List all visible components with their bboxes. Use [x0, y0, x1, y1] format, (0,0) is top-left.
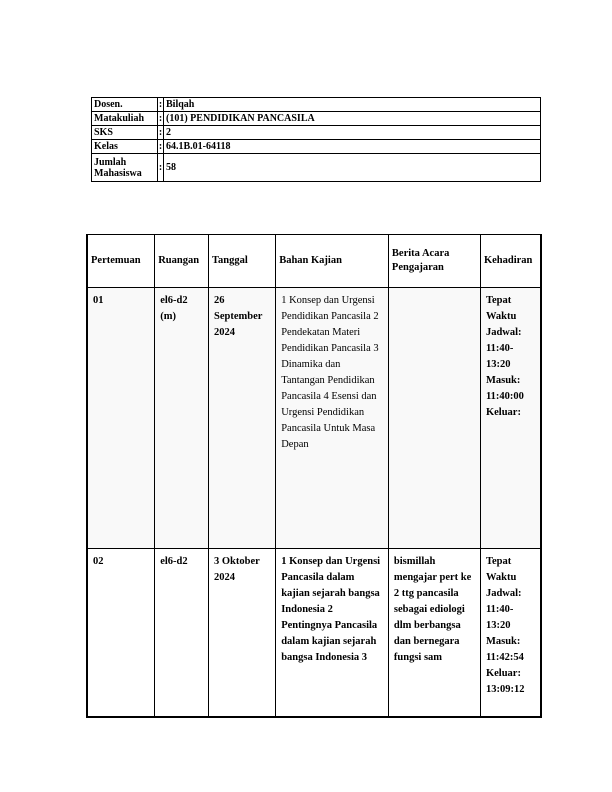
- cell-berita-acara: [388, 288, 480, 549]
- cell-kehadiran: Tepat Waktu Jadwal: 11:40-13:20 Masuk: 11:42:54 Keluar: 13:09:12: [480, 549, 541, 718]
- info-row-matakuliah: [92, 112, 541, 126]
- table-header-row: [88, 235, 542, 288]
- cell-ruangan: el6-d2 (m): [155, 288, 209, 549]
- course-info-table: [91, 97, 541, 182]
- info-row-dosen: [92, 98, 541, 112]
- info-separator: :: [158, 99, 163, 110]
- header-ruangan: Ruangan: [155, 235, 209, 288]
- table-row: [88, 549, 542, 718]
- header-bahan-kajian: Bahan Kajian: [276, 235, 389, 288]
- table-border-right: [540, 234, 542, 718]
- cell-kehadiran: Tepat Waktu Jadwal: 11:40-13:20 Masuk: 11:40:00 Keluar:: [480, 288, 541, 549]
- info-value: (101) PENDIDIKAN PANCASILA: [164, 112, 541, 126]
- cell-bahan-kajian: 1 Konsep dan Urgensi Pancasila dalam kajian sejarah bangsa Indonesia 2 Pentingnya Pancasila dalam kajian sejarah bangsa Indonesia 3: [276, 549, 389, 718]
- info-label: SKS: [92, 126, 158, 140]
- table-row: [88, 288, 542, 549]
- cell-pertemuan: 01: [88, 288, 155, 549]
- info-row-sks: [92, 126, 541, 140]
- cell-pertemuan: 02: [88, 549, 155, 718]
- cell-bahan-kajian: 1 Konsep dan Urgensi Pendidikan Pancasila 2 Pendekatan Materi Pendidikan Pancasila 3 Dinamika dan Tantangan Pendidikan Pancasila 4 Esensi dan Urgensi Pendidikan Pancasila Untuk Masa Depan: [276, 288, 389, 549]
- info-label: Kelas: [92, 140, 158, 154]
- info-value: 2: [164, 126, 541, 140]
- cell-berita-acara: bismillah mengajar pert ke 2 ttg pancasila sebagai ediologi dlm berbangsa dan bernegara fungsi sam: [388, 549, 480, 718]
- info-value: 58: [164, 154, 541, 182]
- info-separator: :: [158, 113, 163, 124]
- attendance-table: [87, 234, 542, 718]
- cell-ruangan: el6-d2: [155, 549, 209, 718]
- header-kehadiran: Kehadiran: [480, 235, 541, 288]
- header-tanggal: Tanggal: [208, 235, 275, 288]
- cell-tanggal: 26 September 2024: [208, 288, 275, 549]
- info-value: 64.1B.01-64118: [164, 140, 541, 154]
- info-label: Dosen.: [92, 98, 158, 112]
- header-berita-acara: Berita Acara Pengajaran: [388, 235, 480, 288]
- info-label: Matakuliah: [92, 112, 158, 126]
- info-row-jumlah-mahasiswa: [92, 154, 541, 182]
- info-separator: :: [158, 141, 163, 152]
- table-border-bottom: [86, 716, 542, 718]
- info-separator: :: [158, 154, 164, 182]
- info-value: Bilqah: [164, 98, 541, 112]
- table-border-left: [86, 234, 88, 718]
- header-pertemuan: Pertemuan: [88, 235, 155, 288]
- info-row-kelas: [92, 140, 541, 154]
- info-separator: :: [158, 127, 163, 138]
- info-label: Jumlah Mahasiswa: [92, 154, 158, 182]
- cell-tanggal: 3 Oktober 2024: [208, 549, 275, 718]
